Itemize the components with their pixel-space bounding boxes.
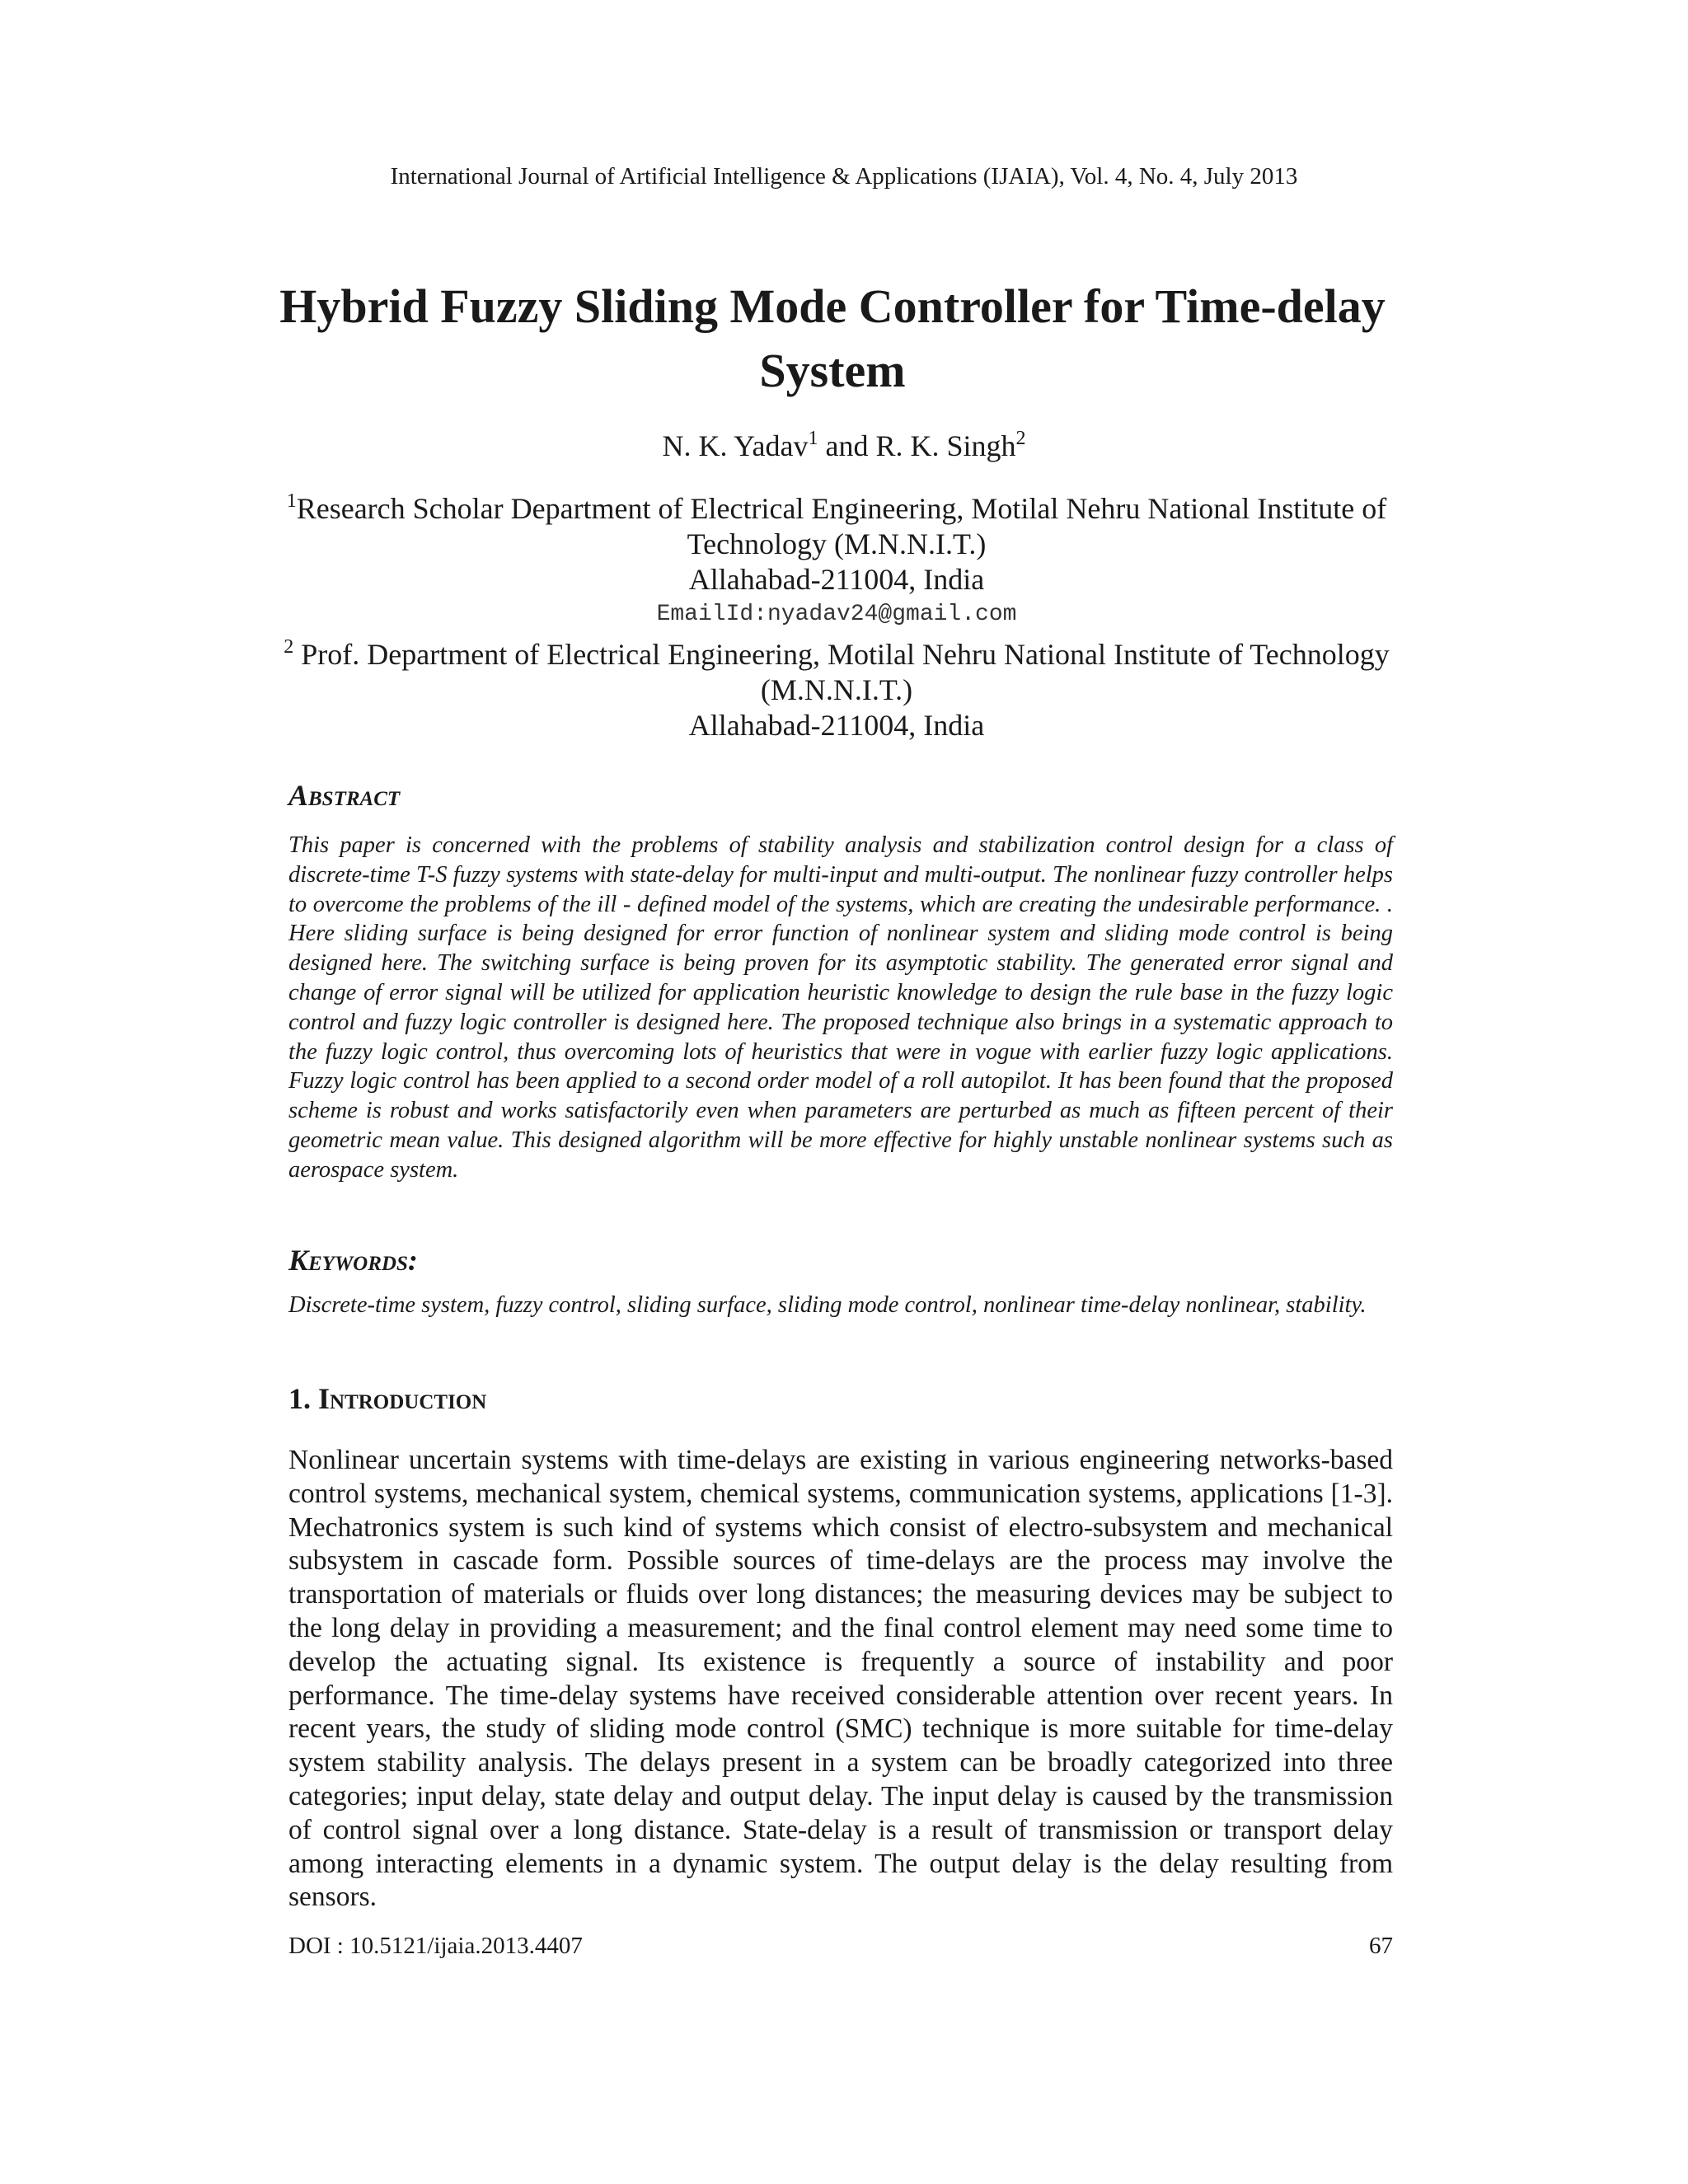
affiliation-institution	[272, 491, 1401, 562]
page-number: 67	[1369, 1933, 1393, 1959]
affiliation-text: Prof. Department of Electrical Engineering, Motilal Nehru National Institute of Technology (M.N.N.I.T.)	[293, 638, 1397, 706]
author-name: N. K. Yadav	[662, 429, 809, 462]
affiliation-marker: 2	[1015, 428, 1026, 449]
affiliation-institution	[272, 637, 1401, 708]
affiliation-text: Research Scholar Department of Electrical Engineering, Motilal Nehru National Institute of Technology (M.N.N.I.T.)	[296, 492, 1387, 560]
author-name: R. K. Singh	[875, 429, 1016, 462]
affiliation-2	[272, 637, 1401, 743]
paper-title: Hybrid Fuzzy Sliding Mode Controller for Time-delay System	[279, 279, 1386, 397]
introduction-heading	[288, 1380, 486, 1417]
author-email: EmailId:nyadav24@gmail.com	[656, 602, 1017, 627]
author-conjunction: and	[818, 429, 876, 462]
keywords-text: Discrete-time system, fuzzy control, sliding surface, sliding mode control, nonlinear time-delay nonlinear, stability.	[288, 1292, 1367, 1318]
abstract-text: This paper is concerned with the problems of stability analysis and stabilization control design for a class of discrete-time T-S fuzzy systems with state-delay for multi-input and multi-output. The nonlinear fuzzy controller helps to overcome the problems of the ill - defined model of the systems, which are creating the undesirable performance. . Here sliding surface is being designed for error function of nonlinear system and sliding mode control is being designed here. The switching surface is being proven for its asymptotic stability. The generated error signal and change of error signal will be utilized for application heuristic knowledge to design the rule base in the fuzzy logic control and fuzzy logic controller is designed here. The proposed technique also brings in a systematic approach to the fuzzy logic control, thus overcoming lots of heuristics that were in vogue with earlier fuzzy logic applications. Fuzzy logic control has been applied to a second order model of a roll autopilot. It has been found that the proposed scheme is robust and works satisfactorily even when parameters are perturbed as much as fifteen percent of their geometric mean value. This designed algorithm will be more effective for highly unstable nonlinear systems such as aerospace system.	[288, 832, 1393, 1183]
author-line	[0, 427, 1688, 465]
affiliation-marker: 1	[286, 490, 297, 512]
affiliation-marker: 2	[284, 636, 294, 658]
section-number: 1.	[288, 1382, 318, 1415]
affiliation-1	[272, 491, 1401, 632]
introduction-text: Nonlinear uncertain systems with time-delays are existing in various engineering networks-based control systems, mechanical system, chemical systems, communication systems, applications [1-3]. Mechatronics system is such kind of systems which consist of electro-subsystem and mechanical subsystem in cascade form. Possible sources of time-delays are the process may involve the transportation of materials or fluids over long distances; the measuring devices may be subject to the long delay in providing a measurement; and the final control element may need some time to develop the actuating signal. Its existence is frequently a source of instability and poor performance. The time-delay systems have received considerable attention over recent years. In recent years, the study of sliding mode control (SMC) technique is more suitable for time-delay system stability analysis. The delays present in a system can be broadly categorized into three categories; input delay, state delay and output delay. The input delay is caused by the transmission of control signal over a long distance. State-delay is a result of transmission or transport delay among interacting elements in a dynamic system. The output delay is the delay resulting from sensors.	[288, 1445, 1393, 1913]
doi-footer: DOI : 10.5121/ijaia.2013.4407	[288, 1933, 583, 1959]
affiliation-location: Allahabad-211004, India	[688, 709, 985, 742]
running-header: International Journal of Artificial Intelligence & Applications (IJAIA), Vol. 4, No. 4, July 2013	[390, 163, 1298, 190]
affiliation-location: Allahabad-211004, India	[688, 563, 985, 596]
keywords-heading: Keywords:	[288, 1244, 418, 1277]
section-title: Introduction	[318, 1382, 487, 1415]
affiliation-marker: 1	[808, 428, 818, 449]
abstract-heading: Abstract	[288, 779, 401, 812]
